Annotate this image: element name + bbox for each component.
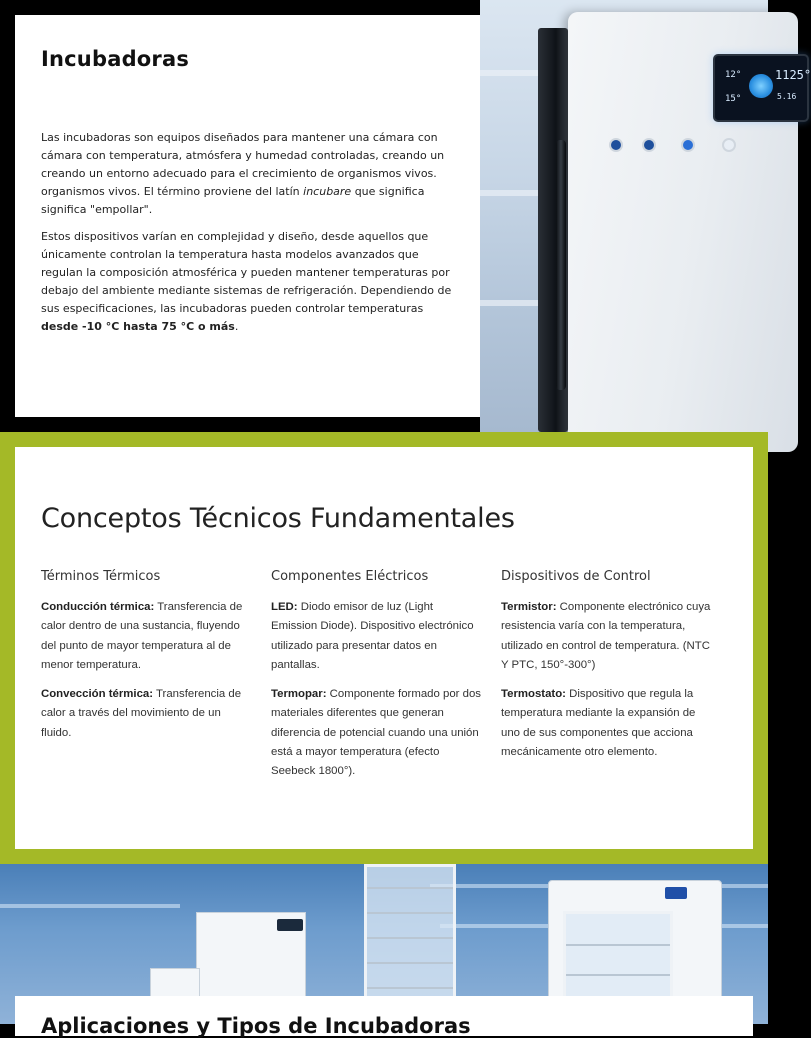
- intro-p1-end: que significa significa "empollar".: [41, 185, 425, 216]
- control-button-icon: [722, 138, 736, 152]
- intro-p2-bold: desde -10 °C hasta 75 °C o más: [41, 320, 235, 333]
- concepts-section: [0, 432, 768, 864]
- term-item: [501, 598, 711, 675]
- intro-p2-text: Estos dispositivos varían en complejidad y diseño, desde aquellos que únicamente controlan la temperatura hasta modelos avanzados que regulan la composición atmosférica y pueden mantener temperaturas por debajo del ambiente mediante sistemas de refrigeración. Dependiendo de sus especificaciones, las incubadoras pueden controlar temperaturas: [41, 230, 452, 315]
- term-label: LED:: [271, 601, 298, 613]
- term-label: Termopar:: [271, 688, 327, 701]
- column-electrical: [271, 569, 501, 792]
- column-heading: Componentes Eléctricos: [271, 569, 429, 584]
- term-label: Termistor:: [501, 601, 557, 613]
- term-item: [501, 685, 711, 762]
- intro-paragraph-1: [41, 129, 454, 219]
- incubator-door: [568, 12, 811, 452]
- intro-p1-text: Las incubadoras son equipos diseñados para mantener una cámara con cámara con temperatura, atmósfera y humedad controladas, creando un creando un entorno adecuado para el crecimiento de organismos vivos. organismos vivos. El término proviene del latín: [41, 131, 445, 198]
- fridge-shelf: [367, 962, 453, 964]
- control-button-icon: [609, 138, 623, 152]
- term-item: [41, 685, 251, 743]
- column-heading: Dispositivos de Control: [501, 569, 651, 584]
- column-thermal: [41, 569, 271, 792]
- applications-title: Aplicaciones y Tipos de Incubadoras: [41, 1014, 471, 1038]
- term-label: Convección térmica:: [41, 688, 154, 701]
- term-item: [271, 598, 481, 675]
- incubator-photo: [480, 0, 811, 432]
- term-description: Transferencia de calor dentro de una sustancia, fluyendo del punto de mayor temperatura al de menor temperatura.: [41, 601, 243, 671]
- term-description: Transferencia de calor a través del movimiento de un fluido.: [41, 688, 242, 739]
- term-description: Componente electrónico cuya resistencia varía con la temperatura, utilizado en control de temperatura. (NTC Y PTC, 150°-300°): [501, 601, 711, 671]
- fridge-shelf: [367, 887, 453, 889]
- background-shelf: [0, 904, 180, 908]
- intro-section: [0, 0, 811, 432]
- term-label: Conducción térmica:: [41, 601, 155, 613]
- column-heading: Términos Térmicos: [41, 569, 161, 584]
- term-item: [271, 685, 481, 781]
- concepts-card: [15, 447, 753, 849]
- fridge-shelf: [566, 944, 670, 946]
- snowflake-icon: [749, 74, 773, 98]
- fridge-shelf: [367, 937, 453, 939]
- term-description: Dispositivo que regula la temperatura mediante la expansión de uno de sus componentes que acciona mecánicamente otro elemento.: [501, 688, 696, 759]
- intro-paragraph-2: [41, 228, 454, 336]
- intro-p1-italic: incubare: [303, 185, 352, 198]
- incubator-display: [277, 919, 303, 931]
- fridge-shelf: [566, 974, 670, 976]
- concepts-columns: [41, 569, 731, 792]
- page-title: Incubadoras: [41, 47, 190, 71]
- door-handle: [556, 140, 566, 390]
- intro-card: [15, 15, 480, 417]
- display-left-top: 12°: [725, 70, 742, 80]
- intro-body: [41, 129, 454, 336]
- term-description: Componente formado por dos materiales diferentes que generan diferencia de potencial cuando una unión está a mayor temperatura (efecto Seebeck 1800°).: [271, 688, 481, 778]
- display-right-bottom: 5.16: [777, 92, 797, 101]
- fridge-shelf: [367, 912, 453, 914]
- control-button-icon: [642, 138, 656, 152]
- control-button-icon: [681, 138, 695, 152]
- applications-card: [15, 996, 753, 1036]
- column-control: [501, 569, 731, 792]
- term-item: [41, 598, 251, 675]
- incubator-display: [713, 54, 809, 122]
- display-right-top: 1125°: [775, 68, 811, 82]
- term-label: Termostato:: [501, 688, 566, 701]
- concepts-title: Conceptos Técnicos Fundamentales: [41, 503, 515, 534]
- glass-door-fridge: [364, 864, 456, 1004]
- display-left-bottom: 15°: [725, 94, 742, 104]
- intro-p2-end: .: [234, 320, 239, 333]
- incubator-display: [665, 887, 687, 899]
- fridge-shelf: [367, 987, 453, 989]
- term-description: Diodo emisor de luz (Light Emission Diode). Dispositivo electrónico utilizado para presentar datos en pantallas.: [271, 601, 474, 671]
